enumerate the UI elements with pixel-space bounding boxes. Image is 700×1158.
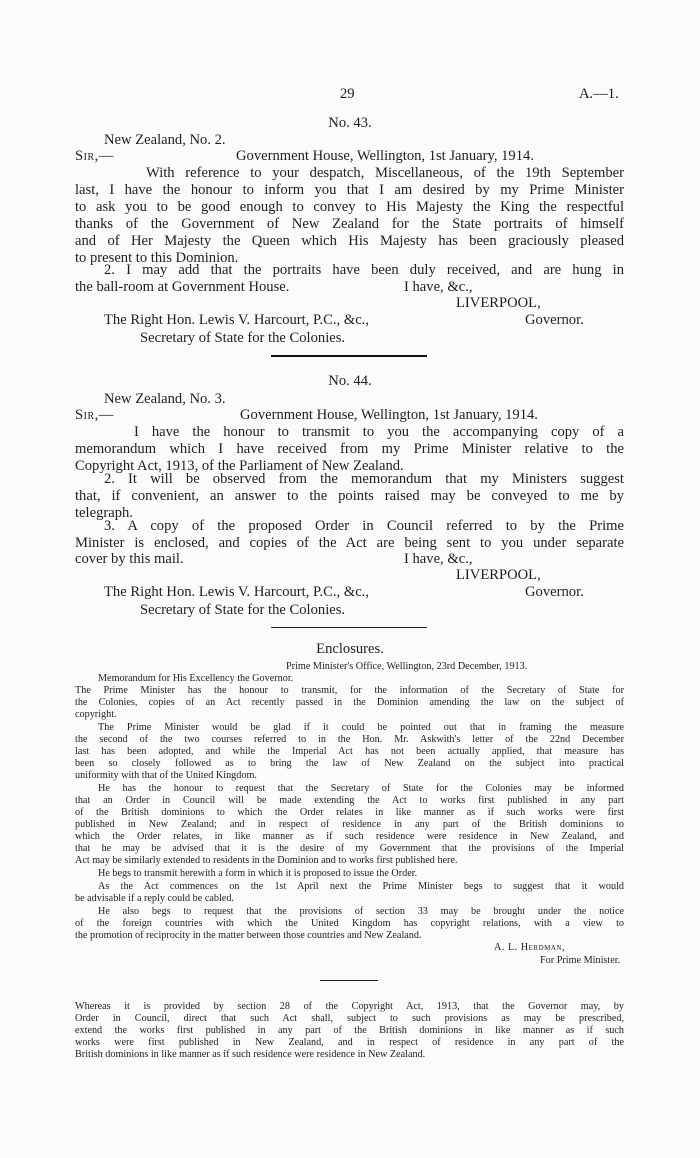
order-line5: British dominions in like manner as if such residence were residence in New Zealand. bbox=[75, 1049, 426, 1060]
letter-44-closing: I have, &c., bbox=[404, 551, 473, 567]
letter-43-place-date: Government House, Wellington, 1st January, 1914. bbox=[236, 148, 534, 164]
enclosure-office-date: Prime Minister's Office, Wellington, 23rd December, 1913. bbox=[286, 661, 528, 672]
order-line3: extend the works first published in any part of the British dominions in like manner as if such bbox=[75, 1025, 624, 1036]
enclosure-p3-line3: of the British dominions to which the Order relates in like manner as if such works were first bbox=[75, 807, 624, 818]
enclosure-p6-line1: He also begs to request that the provisions of section 33 may be brought under the notice bbox=[98, 906, 624, 917]
letter-43-addressee: The Right Hon. Lewis V. Harcourt, P.C., &c., bbox=[104, 312, 369, 328]
letter-44-place-date: Government House, Wellington, 1st January, 1914. bbox=[240, 407, 538, 423]
enclosure-p2-line1: The Prime Minister would be glad if it could be pointed out that in framing the measure bbox=[98, 722, 624, 733]
letter-44-para1-line2: memorandum which I have received from my Prime Minister relative to the bbox=[75, 441, 624, 457]
letter-44-addressee-title: Secretary of State for the Colonies. bbox=[140, 602, 346, 618]
enclosure-p3-line5: which the Order relates, in like manner as if such residence were residence in New Zealand, and bbox=[75, 831, 624, 842]
letter-44-para1-line3: Copyright Act, 1913, of the Parliament of New Zealand. bbox=[75, 458, 404, 474]
enclosure-p6-line2: of the foreign countries with which the United Kingdom has copyright relations, with a view to bbox=[75, 918, 624, 929]
letter-43-para2-line2: the ball-room at Government House. bbox=[75, 279, 290, 295]
enclosures-heading: Enclosures. bbox=[316, 641, 384, 657]
letter-43-para2-line1: 2. I may add that the portraits have been duly received, and are hung in bbox=[104, 262, 624, 278]
order-line4: works were first published in New Zealand, and in respect of residence in any part of the bbox=[75, 1037, 624, 1048]
letter-43-number: No. 43. bbox=[328, 115, 372, 131]
letter-44-para3-line3: cover by this mail. bbox=[75, 551, 184, 567]
enclosure-p2-line2: the second of the two courses referred to in the Hon. Mr. Askwith's letter of the 22nd December bbox=[75, 734, 624, 745]
enclosure-p5-line1: As the Act commences on the 1st April next the Prime Minister begs to suggest that it would bbox=[98, 881, 624, 892]
letter-44-number: No. 44. bbox=[328, 373, 372, 389]
enclosure-signature-title: For Prime Minister. bbox=[540, 955, 621, 966]
enclosure-memo-to: Memorandum for His Excellency the Governor. bbox=[98, 673, 294, 684]
enclosure-p1-line3: copyright. bbox=[75, 709, 117, 720]
order-line1: Whereas it is provided by section 28 of the Copyright Act, 1913, that the Governor may, by bbox=[75, 1001, 624, 1012]
letter-44-para2-line2: that, if convenient, an answer to the points raised may be conveyed to me by bbox=[75, 488, 624, 504]
enclosure-p3-line1: He has the honour to request that the Secretary of State for the Colonies may be informed bbox=[98, 783, 624, 794]
enclosure-signature: A. L. Herdman, bbox=[494, 942, 566, 953]
letter-43-para1-line3: to ask you to be good enough to convey to His Majesty the King the respectful bbox=[75, 199, 624, 215]
letter-44-para3-line1: 3. A copy of the proposed Order in Council referred to by the Prime bbox=[104, 518, 624, 534]
letter-43-salutation: Sir,— bbox=[75, 148, 114, 164]
letter-44-signature: LIVERPOOL, bbox=[456, 567, 541, 583]
enclosure-p2-line5: uniformity with that of the United Kingdom. bbox=[75, 770, 257, 781]
enclosure-p3-line7: Act may be similarly extended to residents in the Dominion and to works first published here. bbox=[75, 855, 458, 866]
enclosure-p3-line6: that he may be advised that it is the desire of my Government that the provisions of the Imperial bbox=[75, 843, 624, 854]
letter-44-signature-title: Governor. bbox=[525, 584, 584, 600]
section-divider bbox=[271, 355, 427, 357]
enclosure-p2-line4: been so closely followed as to bring the law of New Zealand on the subject into practical bbox=[75, 758, 624, 769]
order-line2: Order in Council, direct that such Act shall, subject to such provisions as may be prescribed, bbox=[75, 1013, 624, 1024]
letter-44-salutation: Sir,— bbox=[75, 407, 114, 423]
letter-43-para1-line6: to present to this Dominion. bbox=[75, 250, 239, 266]
letter-43-signature-title: Governor. bbox=[525, 312, 584, 328]
section-divider-thin bbox=[271, 627, 427, 628]
letter-44-para3-line2: Minister is enclosed, and copies of the Act are being sent to you under separate bbox=[75, 535, 624, 551]
page-number: 29 bbox=[340, 86, 355, 102]
letter-44-para1-line1: I have the honour to transmit to you the accompanying copy of a bbox=[134, 424, 624, 440]
enclosure-p1-line1 bbox=[75, 685, 624, 697]
enclosure-p3-line4: published in New Zealand; and in respect of residence in any part of the British dominions to bbox=[75, 819, 624, 830]
letter-44-para2-line1: 2. It will be observed from the memorandum that my Ministers suggest bbox=[104, 471, 624, 487]
letter-44-addressee: The Right Hon. Lewis V. Harcourt, P.C., &c., bbox=[104, 584, 369, 600]
enclosure-p1-line1-text: The Prime Minister has the honour to transmit, for the information of the Secretary of State for bbox=[75, 685, 624, 696]
enclosure-p2-line3: last has been adopted, and while the Imperial Act has not been actually applied, that measure has bbox=[75, 746, 624, 757]
letter-44-dispatch: New Zealand, No. 3. bbox=[104, 391, 226, 407]
series-reference: A.—1. bbox=[579, 86, 619, 102]
enclosure-p6-line3: the promotion of reciprocity in the matter between those countries and New Zealand. bbox=[75, 930, 422, 941]
enclosure-p5-line2: be advisable if a reply could be cabled. bbox=[75, 893, 234, 904]
letter-43-dispatch: New Zealand, No. 2. bbox=[104, 132, 226, 148]
letter-43-para1-line4: thanks of the Government of New Zealand for the State portraits of himself bbox=[75, 216, 624, 232]
letter-43-para1-line2: last, I have the honour to inform you that I am desired by my Prime Minister bbox=[75, 182, 624, 198]
letter-43-para1-line5: and of Her Majesty the Queen which His Majesty has been graciously pleased bbox=[75, 233, 624, 249]
letter-44-para2-line3: telegraph. bbox=[75, 505, 133, 521]
letter-43-signature: LIVERPOOL, bbox=[456, 295, 541, 311]
letter-43-addressee-title: Secretary of State for the Colonies. bbox=[140, 330, 346, 346]
letter-43-para1-line1: With reference to your despatch, Miscellaneous, of the 19th September bbox=[146, 165, 624, 181]
enclosure-p1-line2: the Colonies, copies of an Act recently passed in the Dominion amending the law on the subject of bbox=[75, 697, 624, 708]
letter-43-closing: I have, &c., bbox=[404, 279, 473, 295]
enclosure-p3-line2: that an Order in Council will be made extending the Act to works first published in any part bbox=[75, 795, 624, 806]
enclosure-p4-line1: He begs to transmit herewith a form in which it is proposed to issue the Order. bbox=[98, 868, 418, 879]
enclosure-divider bbox=[320, 980, 378, 981]
